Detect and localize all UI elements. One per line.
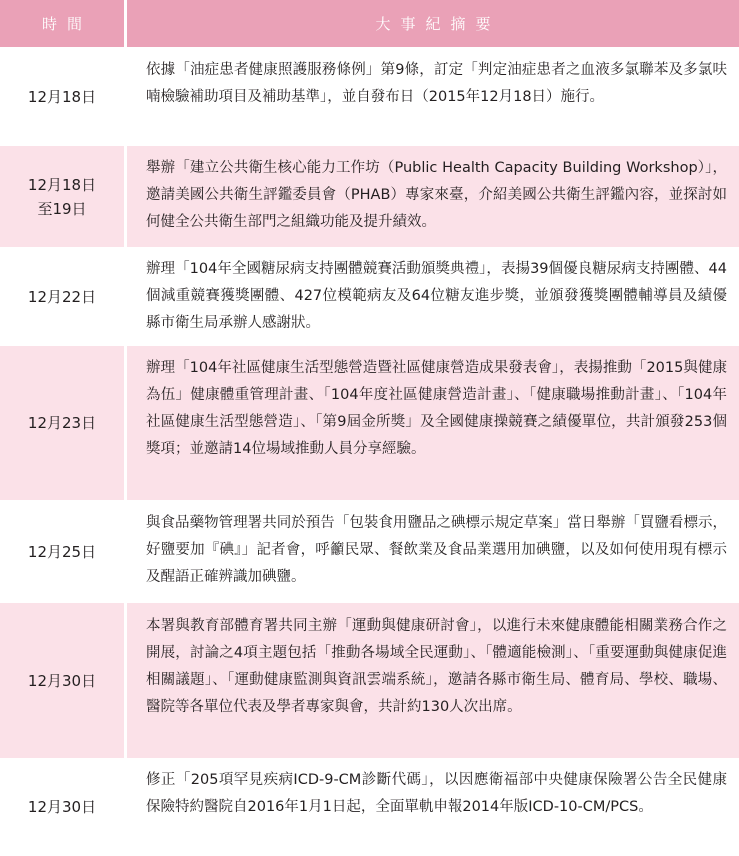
row-text: 與食品藥物管理署共同於預告「包裝食用鹽品之碘標示規定草案」當日舉辦「買鹽看標示，好鹽要加『碘』」記者會，呼籲民眾、餐飲業及食品業選用加碘鹽，以及如何使用現有標示及醒語正確辨識加碘鹽。 bbox=[146, 515, 727, 585]
row-date: 12月18日 bbox=[27, 87, 97, 106]
table-row bbox=[0, 146, 739, 247]
row-text: 舉辦「建立公共衛生核心能力工作坊（Public Health Capacity Building Workshop）」，邀請美國公共衛生評鑑委員會（PHAB）專家來臺，介紹美國公共衛生評鑑內容，並探討如何健全公共衛生部門之組織功能及提升績效。 bbox=[127, 146, 739, 247]
row-text: 辦理「104年全國糖尿病支持團體競賽活動頒獎典禮」，表揚39個優良糖尿病支持團體、44個減重競賽獲獎團體、427位模範病友及64位糖友進步獎，並頒發獲獎團體輔導員及績優縣市衛生局承辦人感謝狀。 bbox=[146, 261, 727, 331]
table-row bbox=[0, 247, 739, 346]
row-text: 修正「205項罕見疾病ICD-9-CM診斷代碼」，以因應衛福部中央健康保險署公告全民健康保險特約醫院自2016年1月1日起，全面單軌申報2014年版ICD-10-CM/PCS。 bbox=[146, 772, 727, 815]
row-date: 12月30日 bbox=[0, 603, 124, 758]
row-text: 辦理「104年社區健康生活型態營造暨社區健康營造成果發表會」，表揚推動「2015與健康為伍」健康體重管理計畫、「104年度社區健康營造計畫」、「健康職場推動計畫」、「104年社區健康生活型態營造」、「第9屆金所獎」及全國健康操競賽之績優單位，共計頒發253個獎項；並邀請14位場域推動人員分享經驗。 bbox=[127, 346, 739, 500]
row-date: 12月18日 至19日 bbox=[0, 146, 124, 247]
row-date: 12月25日 bbox=[27, 542, 97, 561]
header-summary: 大事紀摘要 bbox=[127, 0, 739, 47]
table-row bbox=[0, 603, 739, 758]
row-text: 依據「油症患者健康照護服務條例」第9條，訂定「判定油症患者之血液多氯聯苯及多氯呋喃檢驗補助項目及補助基準」，並自發布日（2015年12月18日）施行。 bbox=[146, 62, 727, 105]
table-body bbox=[0, 47, 739, 856]
row-text: 本署與教育部體育署共同主辦「運動與健康研討會」，以進行未來健康體能相關業務合作之開展，討論之4項主題包括「推動各場域全民運動」、「體適能檢測」、「重要運動與健康促進相關議題」、「運動健康監測與資訊雲端系統」，邀請各縣市衛生局、體育局、學校、職場、醫院等各單位代表及學者專家與會，共計約130人次出席。 bbox=[127, 603, 739, 758]
table-row bbox=[0, 758, 739, 856]
row-date: 12月22日 bbox=[27, 287, 97, 306]
table-row bbox=[0, 346, 739, 500]
row-date: 12月23日 bbox=[0, 346, 124, 500]
table-row bbox=[0, 47, 739, 146]
table-row bbox=[0, 500, 739, 603]
header-date: 時間 bbox=[0, 0, 124, 47]
row-date: 12月30日 bbox=[27, 798, 97, 816]
table-header bbox=[0, 0, 739, 47]
